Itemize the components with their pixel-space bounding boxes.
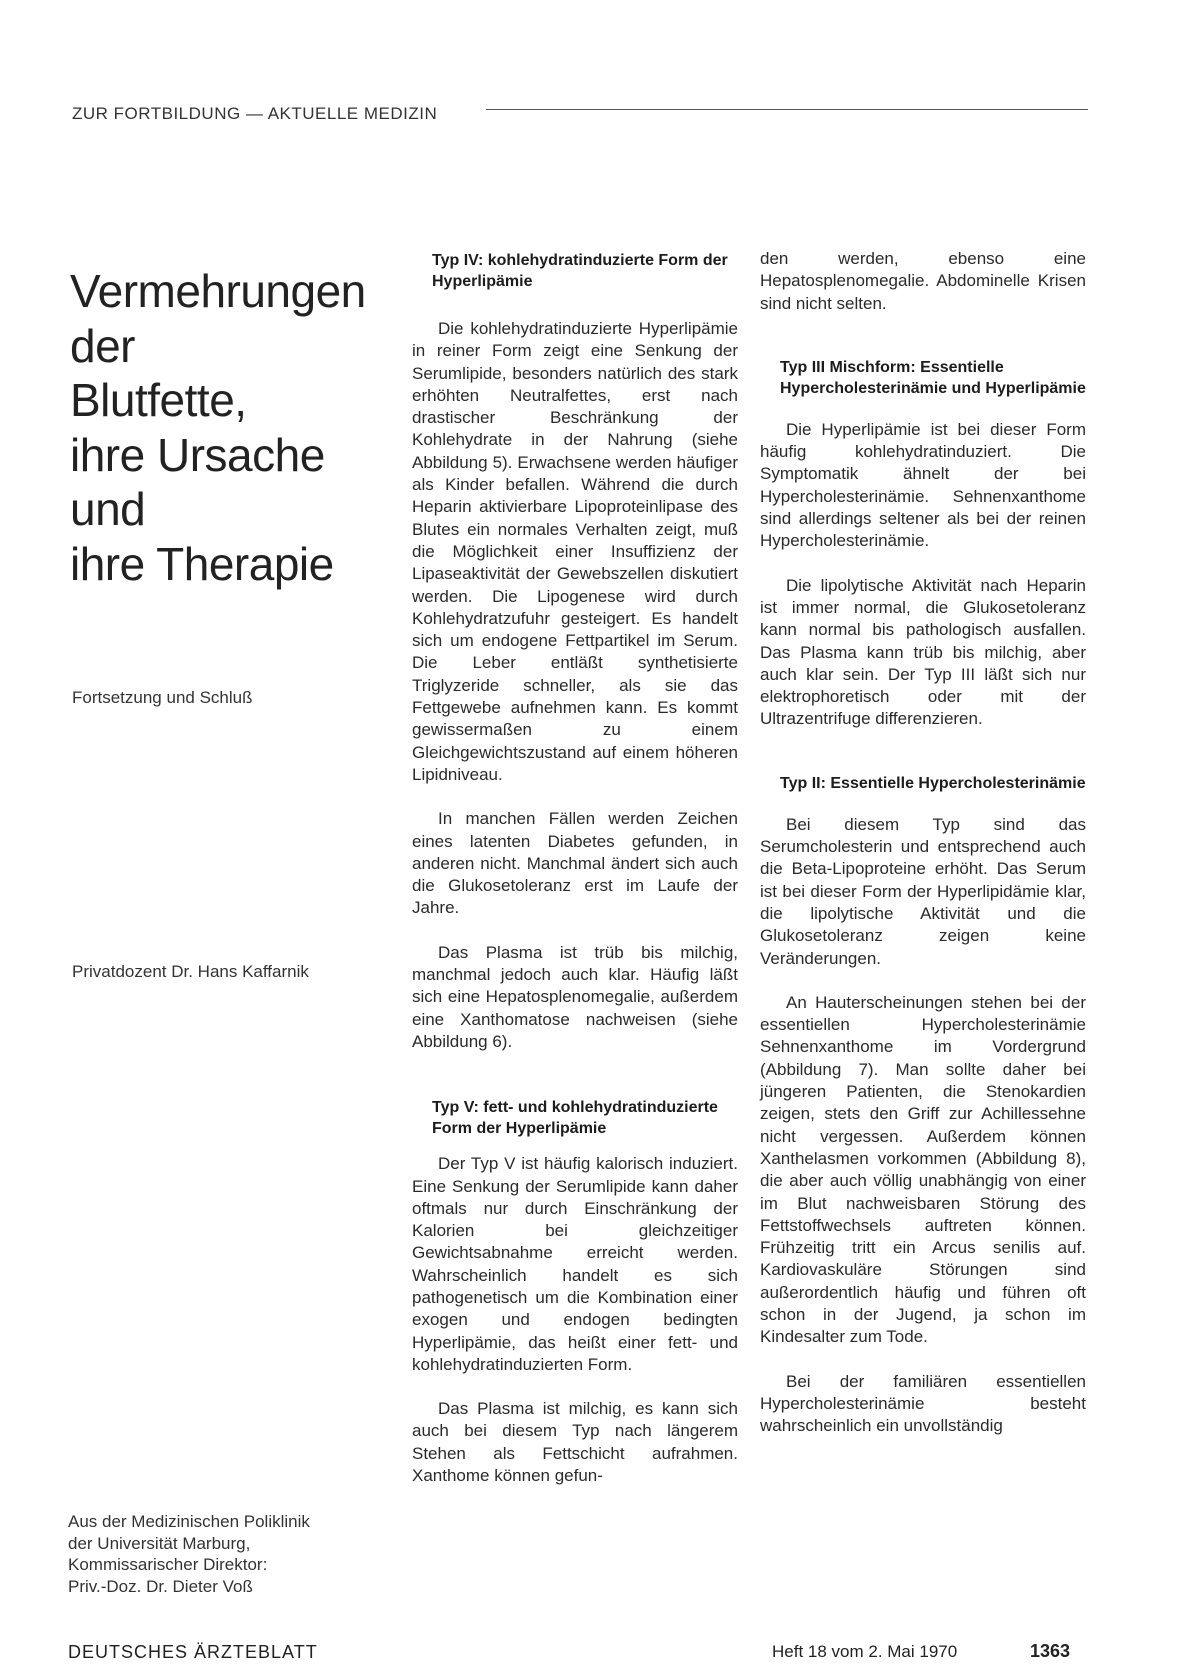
paragraph: In manchen Fällen werden Zeichen eines latenten Diabetes gefunden, in anderen nicht. Manchmal ändert sich auch die Glukosetoleranz erst im Laufe der Jahre.	[412, 809, 738, 918]
paragraph: Bei diesem Typ sind das Serumcholesterin und entsprechend auch die Beta-Lipoproteine erhöht. Das Serum ist bei dieser Form der Hyperlipidämie klar, die lipolytische Aktivität und die Glukosetoleranz zeigen keine Veränderungen.	[760, 814, 1086, 968]
section-heading-typ-v: Typ V: fett- und kohlehydratinduzierte Form der Hyperlipämie	[432, 1099, 718, 1138]
section-heading-typ-ii: Typ II: Essentielle Hypercholesterinämie	[780, 774, 1086, 792]
text-column-middle	[412, 252, 738, 1487]
text-column-right	[760, 249, 1086, 1437]
affiliation-line: der Universität Marburg,	[68, 1533, 251, 1553]
author-affiliation	[68, 1511, 398, 1597]
title-line: ihre Ursache	[70, 428, 325, 481]
running-head: ZUR FORTBILDUNG — AKTUELLE MEDIZIN	[72, 104, 438, 123]
header-rule	[486, 109, 1088, 110]
paragraph: An Hauterscheinungen stehen bei der essentiellen Hypercholesterinämie Sehnenxanthome im Vordergrund (Abbildung 7). Man sollte daher bei jüngeren Patienten, die Stenokardien zeigen, stets den Griff zur Achillessehne nicht vergessen. Außerdem können Xanthelasmen vorkommen (Abbildung 8), die aber auch völlig unabhängig von einer im Blut nachweisbaren Störung des Fettstoffwechsels auftreten können. Frühzeitig tritt ein Arcus senilis auf. Kardiovaskuläre Störungen sind außerordentlich häufig und führen oft schon in der Jugend, ja schon im Kindesalter zum Tode.	[760, 992, 1086, 1347]
title-line: Vermehrungen	[70, 265, 366, 317]
title-line: Blutfette,	[70, 374, 247, 426]
paragraph: Bei der familiären essentiellen Hypercholesterinämie besteht wahrscheinlich ein unvollständig	[760, 1371, 1086, 1436]
paragraph: den werden, ebenso eine Hepatosplenomegalie. Abdominelle Krisen sind nicht selten.	[760, 249, 1086, 313]
title-line: der	[70, 319, 135, 372]
paragraph: Das Plasma ist milchig, es kann sich auch bei diesem Typ nach längerem Stehen als Fettschicht aufrahmen. Xanthome können gefun-	[412, 1399, 738, 1486]
paragraph: Das Plasma ist trüb bis milchig, manchmal jedoch auch klar. Häufig läßt sich eine Hepatosplenomegalie, außerdem eine Xanthomatose nachweisen (siehe Abbildung 6).	[412, 942, 738, 1051]
footer-journal-name: DEUTSCHES ÄRZTEBLATT	[68, 1642, 318, 1662]
author-byline: Privatdozent Dr. Hans Kaffarnik	[72, 962, 309, 981]
title-line: ihre Therapie	[70, 537, 334, 590]
article-subtitle: Fortsetzung und Schluß	[72, 688, 253, 707]
footer-issue: Heft 18 vom 2. Mai 1970	[772, 1642, 958, 1661]
affiliation-line: Kommissarischer Direktor:	[68, 1555, 268, 1574]
affiliation-line: Priv.-Doz. Dr. Dieter Voß	[68, 1576, 253, 1596]
paragraph: Die kohlehydratinduzierte Hyperlipämie in reiner Form zeigt eine Senkung der Serumlipide, besonders natürlich des stark erhöhten Neutralfettes, erst nach drastischer Beschränkung der Kohlehydrate in der Nahrung (siehe Abbildung 5). Erwachsene werden häufiger als Kinder befallen. Während die durch Heparin aktivierbare Lipoproteinlipase des Blutes ein normales Verhalten zeigt, muß die Möglichkeit einer Insuffizienz der Lipaseaktivität der Gewebszellen diskutiert werden. Die Lipogenese wird durch Kohlehydratzufuhr gesteigert. Es handelt sich um endogene Fettpartikel im Serum. Die Leber entläßt synthetisierte Triglyzeride schneller, als sie das Fettgewebe aufnehmen kann. Es kommt gewissermaßen zu einem Gleichgewichtszustand auf einem höheren Lipidniveau.	[412, 319, 738, 784]
article-title	[70, 264, 400, 591]
affiliation-line: Aus der Medizinischen Poliklinik	[68, 1512, 310, 1531]
page-number: 1363	[1030, 1641, 1071, 1661]
paragraph: Die Hyperlipämie ist bei dieser Form häufig kohlehydratinduziert. Die Symptomatik ähnelt der bei Hypercholesterinämie. Sehnenxanthome sind allerdings seltener als bei der reinen Hypercholesterinämie.	[760, 419, 1086, 551]
title-line: und	[70, 483, 146, 535]
paragraph: Die lipolytische Aktivität nach Heparin ist immer normal, die Glukosetoleranz kann normal bis pathologisch ausfallen. Das Plasma kann trüb bis milchig, aber auch klar sein. Der Typ III läßt sich nur elektrophoretisch oder mit der Ultrazentrifuge differenzieren.	[760, 575, 1086, 729]
section-heading-typ-iv: Typ IV: kohlehydratinduzierte Form der Hyperlipämie	[432, 252, 728, 290]
paragraph: Der Typ V ist häufig kalorisch induziert. Eine Senkung der Serumlipide kann daher oftmals nur durch Einschränkung der Kalorien bei gleichzeitiger Gewichtsabnahme erreicht werden. Wahrscheinlich handelt es sich pathogenetisch um die Kombination einer exogen und endogen bedingten Hyperlipämie, das heißt einer fett- und kohlehydratinduzierten Form.	[412, 1154, 738, 1374]
section-heading-typ-iii: Typ III Mischform: Essentielle Hypercholesterinämie und Hyperlipämie	[780, 358, 1086, 397]
